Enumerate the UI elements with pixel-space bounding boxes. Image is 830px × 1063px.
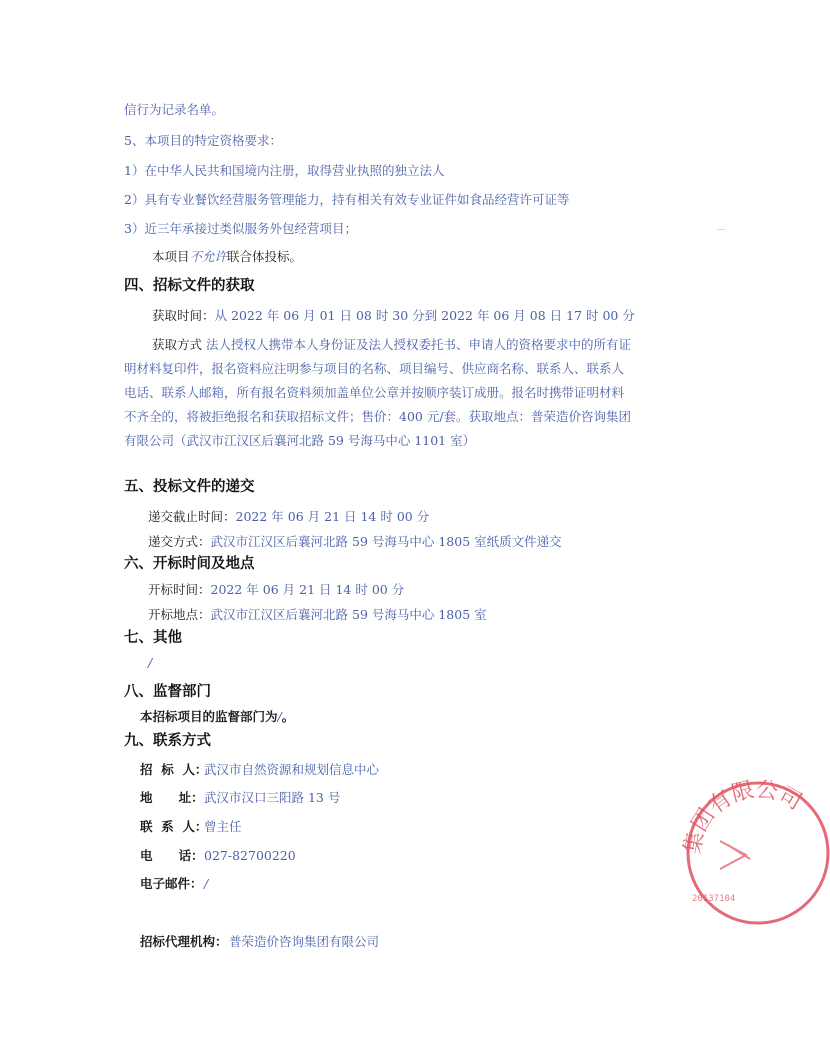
- requirement-1: 1）在中华人民共和国境内注册，取得营业执照的独立法人: [124, 163, 445, 178]
- obtain-method-paragraph: [124, 333, 634, 453]
- agency-label: 招标代理机构：: [140, 934, 228, 949]
- seal-text: 集团有限公司: [680, 777, 806, 856]
- contact-label-person: 联 系 人：: [140, 819, 208, 834]
- consortium-line: [152, 249, 302, 265]
- contact-label-address: 地 址：: [140, 790, 204, 805]
- contact-label-phone: 电 话：: [140, 848, 204, 863]
- requirement-2: 2）具有专业餐饮经营服务管理能力，持有相关有效专业证件如食品经营许可证等: [124, 192, 570, 207]
- supervision-value: /: [277, 709, 282, 724]
- obtain-method-label: 获取方式: [152, 337, 203, 352]
- opening-place-value: 武汉市江汉区后襄河北路 59 号海马中心 1805 室: [210, 607, 487, 622]
- obtain-time-line: [152, 308, 635, 324]
- company-seal: [680, 775, 830, 925]
- consortium-suffix: 联合体投标。: [227, 249, 303, 264]
- opening-time-line: [148, 582, 404, 598]
- scan-mark: [717, 229, 725, 230]
- opening-place-label: 开标地点：: [148, 607, 211, 622]
- contact-value-email: /: [204, 876, 209, 891]
- section-7-heading: 七、其他: [124, 630, 182, 646]
- section-6-heading: 六、开标时间及地点: [124, 556, 255, 572]
- contact-label-email: 电子邮件：: [140, 876, 203, 891]
- opening-place-line: [148, 607, 487, 623]
- opening-time-value: 2022 年 06 月 21 日 14 时 00 分: [210, 582, 405, 597]
- consortium-prefix: 本项目: [152, 249, 190, 264]
- obtain-method-text: 法人授权人携带本人身份证及法人授权委托书、申请人的资格要求中的所有证明材料复印件，报名资料应注明参与项目的名称、项目编号、供应商名称、联系人、联系人电话、联系人邮箱，所有报名资料须加盖单位公章并按顺序装订成册。报名时携带证明材料不齐全的，将被拒绝报名和获取招标文件；售价：400 元/套。获取地点：普荣造价咨询集团有限公司（武汉市江汉区后襄河北路 59 号海马中心 1101 室）: [124, 337, 632, 448]
- obtain-time-value: 从 2022 年 06 月 01 日 08 时 30 分到 2022 年 06 月 08 日 17 时 00 分: [214, 308, 635, 323]
- credit-record-tail: 信行为记录名单。: [124, 102, 225, 117]
- contact-label-tenderer: 招 标 人：: [140, 762, 208, 777]
- seal-number: 20137104: [692, 894, 736, 904]
- contact-value-phone: 027-82700220: [204, 848, 296, 863]
- supervision-suffix: 。: [281, 709, 295, 724]
- agency-value: 普荣造价咨询集团有限公司: [229, 934, 380, 949]
- supervision-prefix: 本招标项目的监督部门为: [140, 709, 278, 724]
- seal-star-icon: [720, 841, 750, 869]
- opening-time-label: 开标时间：: [148, 582, 211, 597]
- consortium-value: 不允许: [189, 249, 228, 264]
- contact-value-tenderer: 武汉市自然资源和规划信息中心: [204, 762, 380, 777]
- section-9-heading: 九、联系方式: [124, 733, 211, 749]
- contact-value-person: 曾主任: [204, 819, 242, 834]
- section-8-heading: 八、监督部门: [124, 684, 211, 700]
- submit-method-label: 递交方式：: [148, 534, 211, 549]
- contact-value-address: 武汉市汉口三阳路 13 号: [204, 790, 341, 805]
- other-value: /: [148, 655, 153, 670]
- obtain-time-label: 获取时间：: [152, 308, 215, 323]
- section-5-heading: 五、投标文件的递交: [124, 479, 255, 495]
- submit-method-line: [148, 534, 562, 550]
- submit-deadline-line: [148, 509, 429, 525]
- submit-method-value: 武汉市江汉区后襄河北路 59 号海马中心 1805 室纸质文件递交: [210, 534, 562, 549]
- requirement-3: 3）近三年承接过类似服务外包经营项目；: [124, 221, 357, 236]
- supervision-line: [140, 709, 294, 725]
- requirements-title: 5、本项目的特定资格要求：: [124, 133, 282, 148]
- section-4-heading: 四、招标文件的获取: [124, 278, 255, 294]
- submit-deadline-label: 递交截止时间：: [148, 509, 236, 524]
- submit-deadline-value: 2022 年 06 月 21 日 14 时 00 分: [235, 509, 430, 524]
